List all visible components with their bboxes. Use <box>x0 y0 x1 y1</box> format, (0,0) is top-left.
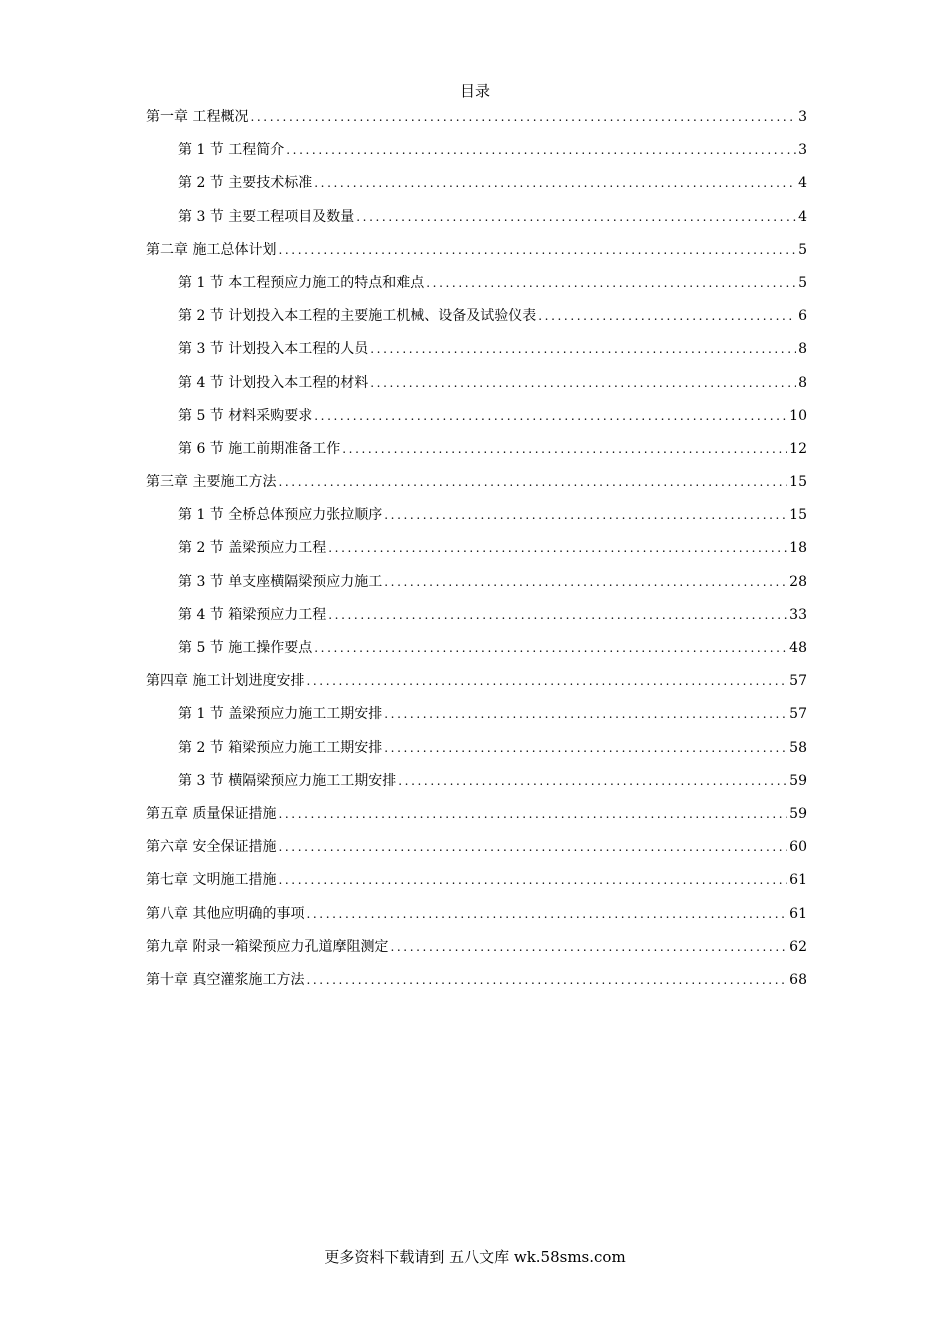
toc-section-entry[interactable] <box>146 370 807 403</box>
toc-entry-label: 第 5 节 材料采购要求 <box>178 407 313 424</box>
toc-entry-label: 第一章 工程概况 <box>146 109 249 125</box>
toc-dot-leader <box>538 303 796 329</box>
toc-entry-label: 第 1 节 全桥总体预应力张拉顺序 <box>178 507 383 524</box>
toc-chapter-entry[interactable] <box>146 934 807 967</box>
toc-entry-page: 59 <box>789 772 807 789</box>
toc-section-entry[interactable] <box>146 336 807 369</box>
toc-entry-page: 12 <box>789 440 807 457</box>
toc-entry-page: 4 <box>798 208 807 225</box>
toc-entry-page: 28 <box>789 573 807 590</box>
toc-entry-label: 第八章 其他应明确的事项 <box>146 905 305 922</box>
toc-entry-page: 68 <box>789 971 807 988</box>
toc-entry-page: 5 <box>798 274 807 291</box>
toc-dot-leader <box>328 602 787 628</box>
footer-text: 更多资料下载请到 五八文库 wk.58sms.com <box>324 1248 626 1266</box>
toc-entry-page: 3 <box>798 109 807 125</box>
toc-entry-label: 第四章 施工计划进度安排 <box>146 673 305 690</box>
toc-dot-leader <box>426 270 796 296</box>
toc-entry-page: 18 <box>789 540 807 557</box>
toc-entry-page: 10 <box>789 407 807 424</box>
toc-dot-leader <box>370 336 796 362</box>
toc-section-entry[interactable] <box>146 635 807 668</box>
toc-section-entry[interactable] <box>146 768 807 801</box>
toc-dot-leader <box>384 569 787 595</box>
toc-entry-label: 第 1 节 工程简介 <box>178 142 285 159</box>
toc-entry-page: 48 <box>789 640 807 656</box>
toc-section-entry[interactable] <box>146 303 807 336</box>
table-of-contents <box>146 104 807 1000</box>
toc-dot-leader <box>370 370 796 396</box>
toc-dot-leader <box>390 934 787 960</box>
toc-entry-page: 57 <box>789 706 807 723</box>
toc-dot-leader <box>286 137 796 163</box>
toc-entry-page: 59 <box>789 805 807 822</box>
toc-dot-leader <box>314 635 787 661</box>
toc-entry-page: 15 <box>789 474 807 491</box>
toc-dot-leader <box>384 502 787 528</box>
toc-section-entry[interactable] <box>146 502 807 535</box>
toc-entry-page: 60 <box>789 839 807 856</box>
toc-entry-label: 第 4 节 计划投入本工程的材料 <box>178 374 369 391</box>
toc-entry-label: 第 2 节 盖梁预应力工程 <box>178 540 327 557</box>
toc-chapter-entry[interactable] <box>146 901 807 934</box>
toc-chapter-entry[interactable] <box>146 867 807 900</box>
toc-dot-leader <box>342 436 787 462</box>
toc-section-entry[interactable] <box>146 735 807 768</box>
toc-section-entry[interactable] <box>146 204 807 237</box>
toc-entry-label: 第六章 安全保证措施 <box>146 839 277 856</box>
toc-entry-page: 15 <box>789 507 807 524</box>
toc-dot-leader <box>278 237 796 263</box>
toc-dot-leader <box>278 469 787 495</box>
toc-entry-label: 第 3 节 单支座横隔梁预应力施工 <box>178 573 383 590</box>
toc-entry-page: 6 <box>798 308 807 325</box>
toc-chapter-entry[interactable] <box>146 801 807 834</box>
toc-dot-leader <box>398 768 787 794</box>
toc-entry-page: 57 <box>789 673 807 690</box>
toc-dot-leader <box>384 701 787 727</box>
toc-entry-label: 第 5 节 施工操作要点 <box>178 640 313 656</box>
toc-dot-leader <box>314 170 796 196</box>
toc-chapter-entry[interactable] <box>146 834 807 867</box>
toc-section-entry[interactable] <box>146 602 807 635</box>
toc-chapter-entry[interactable] <box>146 668 807 701</box>
toc-dot-leader <box>306 668 787 694</box>
toc-entry-page: 62 <box>789 938 807 955</box>
toc-entry-label: 第 4 节 箱梁预应力工程 <box>178 606 327 623</box>
toc-dot-leader <box>328 535 787 561</box>
toc-section-entry[interactable] <box>146 569 807 602</box>
toc-dot-leader <box>314 403 787 429</box>
toc-entry-page: 8 <box>798 374 807 391</box>
toc-dot-leader <box>278 801 787 827</box>
toc-entry-page: 61 <box>789 872 807 889</box>
toc-entry-label: 第 3 节 横隔梁预应力施工工期安排 <box>178 772 397 789</box>
toc-section-entry[interactable] <box>146 403 807 436</box>
toc-section-entry[interactable] <box>146 436 807 469</box>
toc-entry-label: 第三章 主要施工方法 <box>146 474 277 491</box>
toc-chapter-entry[interactable] <box>146 967 807 1000</box>
toc-entry-page: 3 <box>798 142 807 159</box>
toc-dot-leader <box>356 204 796 230</box>
toc-entry-page: 33 <box>789 606 807 623</box>
toc-entry-label: 第 2 节 箱梁预应力施工工期安排 <box>178 739 383 756</box>
toc-section-entry[interactable] <box>146 535 807 568</box>
toc-dot-leader <box>278 834 787 860</box>
toc-section-entry[interactable] <box>146 137 807 170</box>
toc-section-entry[interactable] <box>146 270 807 303</box>
toc-entry-label: 第七章 文明施工措施 <box>146 872 277 889</box>
toc-entry-label: 第 1 节 盖梁预应力施工工期安排 <box>178 706 383 723</box>
toc-entry-label: 第 3 节 计划投入本工程的人员 <box>178 341 369 358</box>
toc-entry-label: 第 6 节 施工前期准备工作 <box>178 440 341 457</box>
toc-chapter-entry[interactable] <box>146 237 807 270</box>
toc-entry-page: 4 <box>798 175 807 192</box>
toc-entry-page: 5 <box>798 241 807 258</box>
toc-chapter-entry[interactable] <box>146 104 807 137</box>
toc-section-entry[interactable] <box>146 701 807 734</box>
toc-entry-label: 第十章 真空灌浆施工方法 <box>146 971 305 988</box>
toc-dot-leader <box>384 735 787 761</box>
toc-dot-leader <box>278 867 787 893</box>
toc-title: 目录 <box>459 82 490 100</box>
toc-entry-label: 第九章 附录一箱梁预应力孔道摩阻测定 <box>146 938 389 955</box>
toc-chapter-entry[interactable] <box>146 469 807 502</box>
toc-dot-leader <box>306 967 787 993</box>
toc-entry-label: 第 3 节 主要工程项目及数量 <box>178 208 355 225</box>
toc-entry-label: 第 2 节 主要技术标准 <box>178 175 313 192</box>
toc-dot-leader <box>306 901 787 927</box>
toc-entry-page: 61 <box>789 905 807 922</box>
toc-entry-label: 第五章 质量保证措施 <box>146 805 277 822</box>
toc-entry-label: 第 2 节 计划投入本工程的主要施工机械、设备及试验仪表 <box>178 308 537 325</box>
toc-entry-page: 58 <box>789 739 807 756</box>
toc-entry-label: 第二章 施工总体计划 <box>146 241 277 258</box>
toc-entry-page: 8 <box>798 341 807 358</box>
toc-dot-leader <box>250 104 796 130</box>
toc-entry-label: 第 1 节 本工程预应力施工的特点和难点 <box>178 274 425 291</box>
toc-section-entry[interactable] <box>146 170 807 203</box>
